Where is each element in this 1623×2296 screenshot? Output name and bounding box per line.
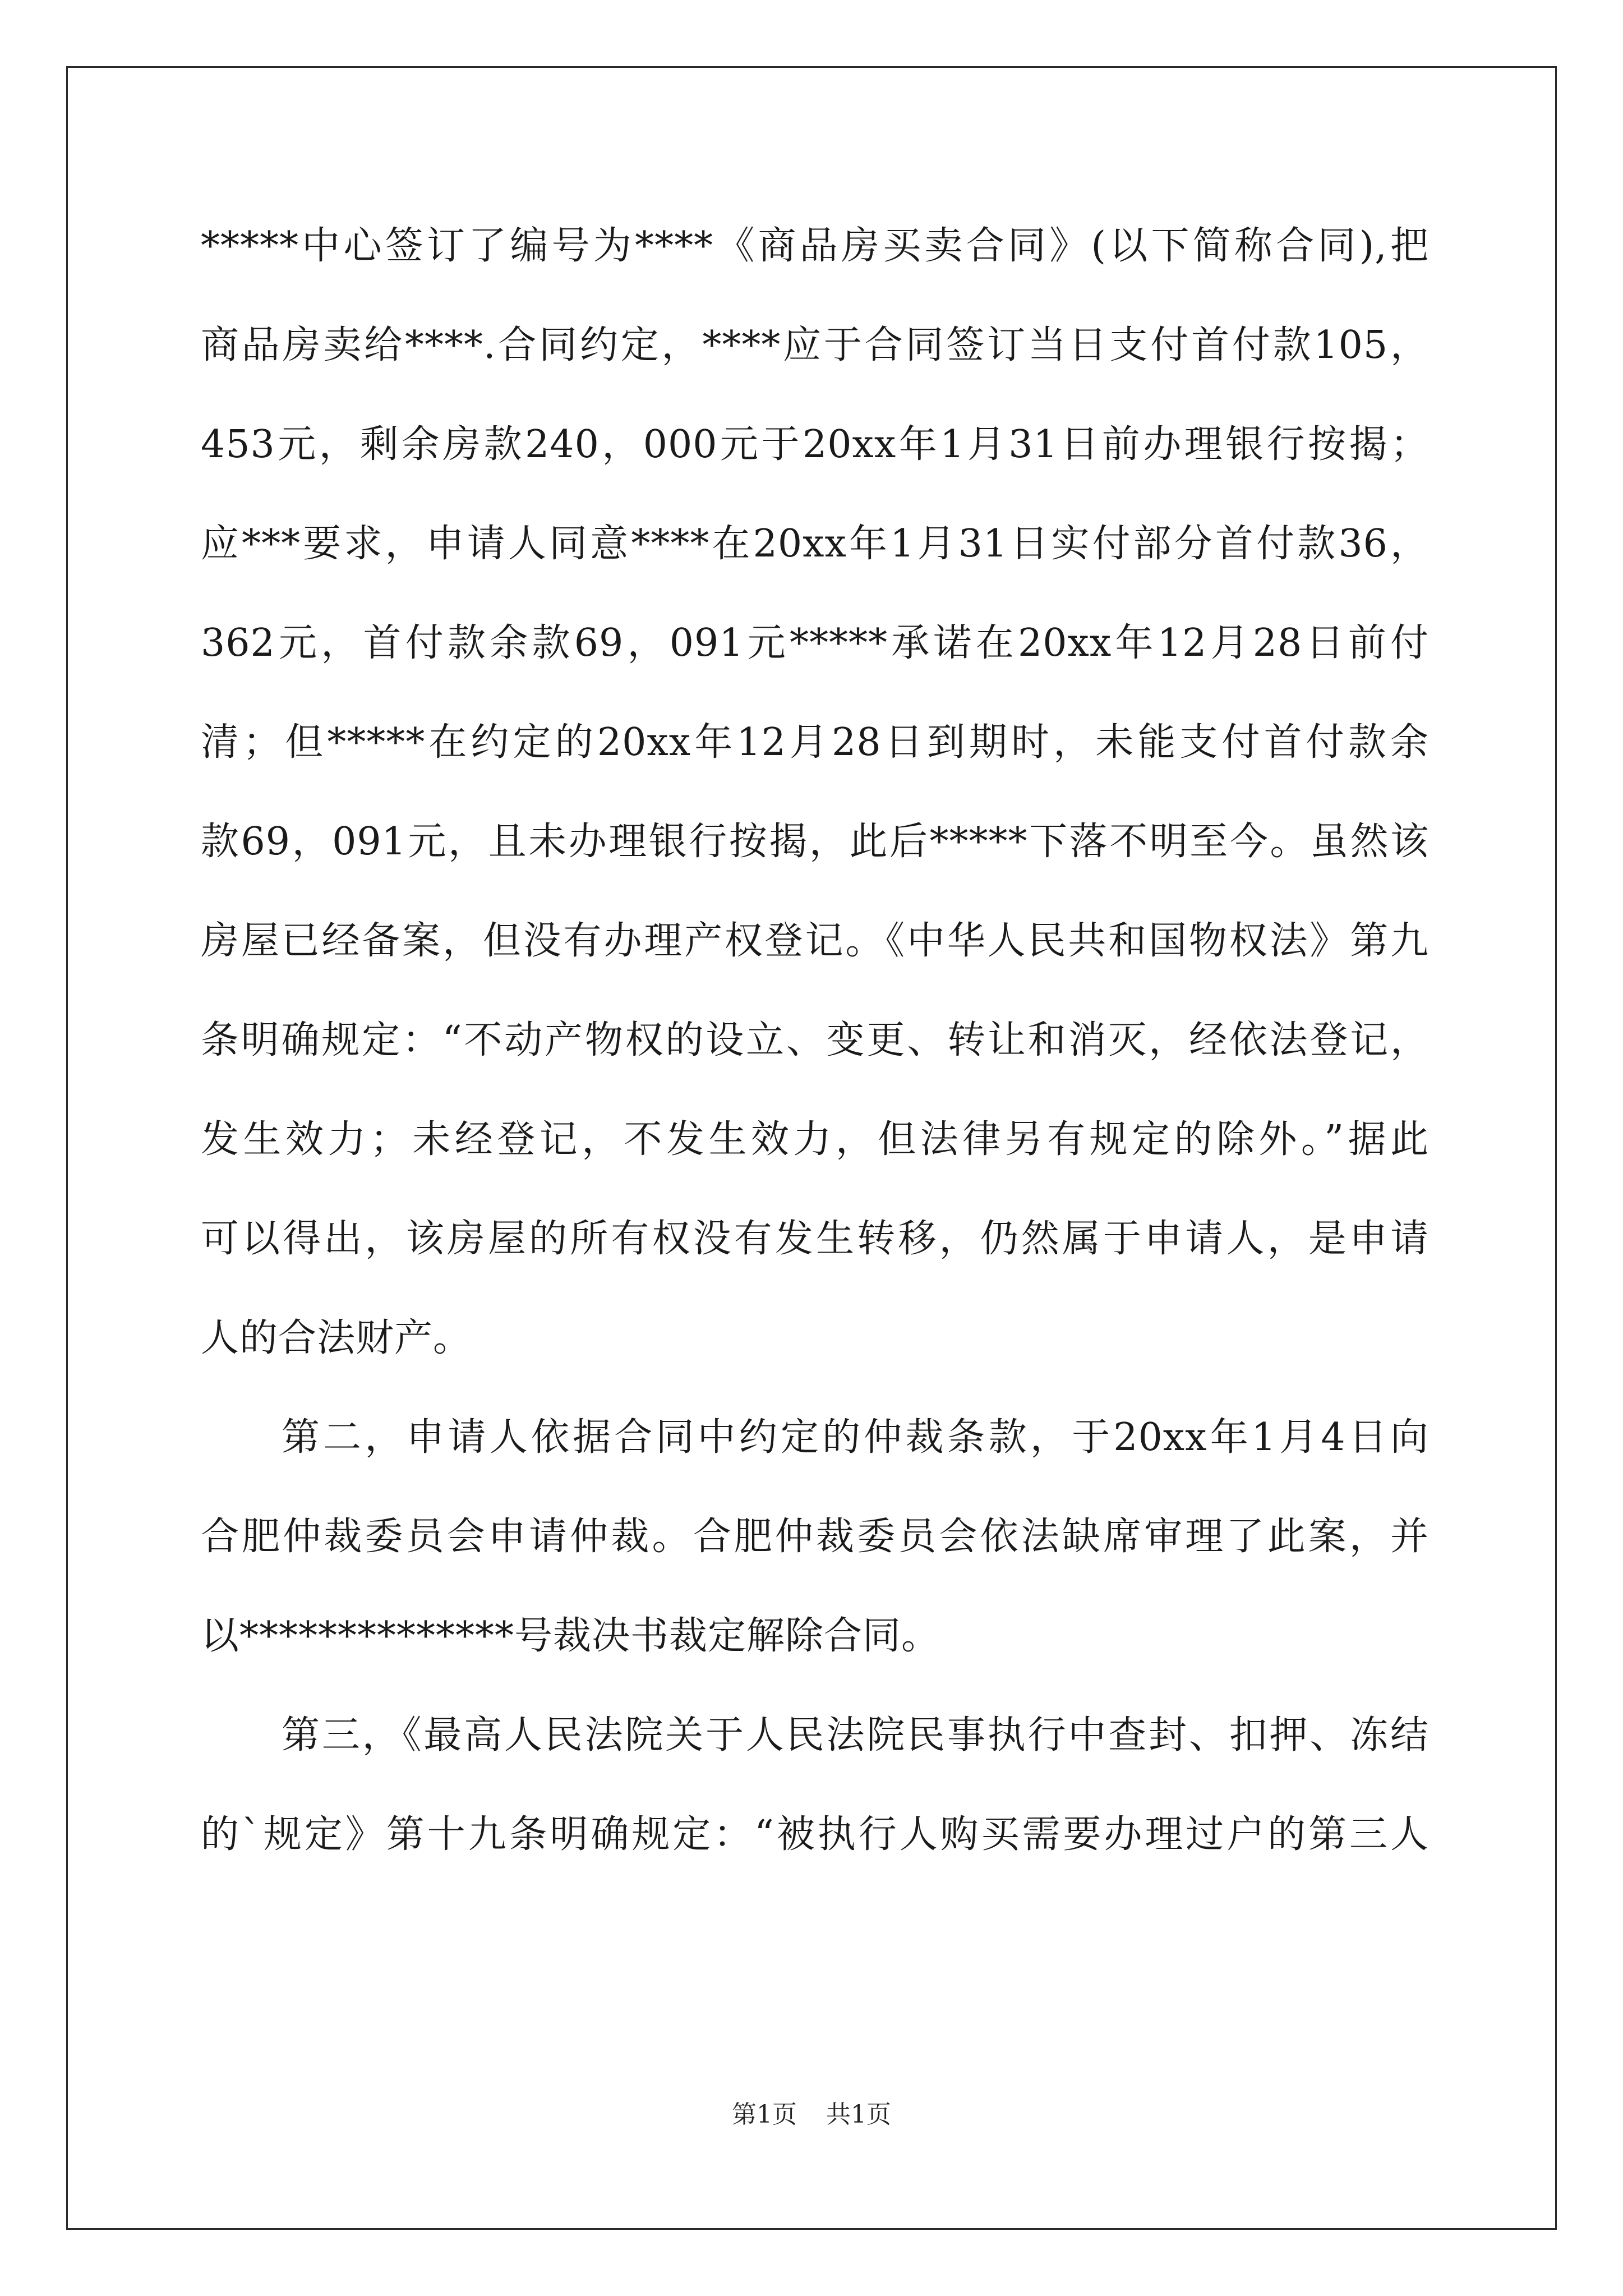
text-line: 可以得出，该房屋的所有权没有发生转移，仍然属于申请人，是申请 (201, 1217, 1429, 1261)
text-line: 362元，首付款余款69，091元*****承诺在20xx年12月28日前付 (201, 621, 1429, 665)
text-line: 第二，申请人依据合同中约定的仲裁条款，于20xx年1月4日向 (282, 1415, 1429, 1460)
page-total: 共1页 (826, 2100, 891, 2129)
text-line: 的`规定》第十九条明确规定：“被执行人购买需要办理过户的第三人 (201, 1812, 1429, 1857)
text-line: 发生效力；未经登记，不发生效力，但法律另有规定的除外。”据此 (201, 1117, 1429, 1162)
text-line: 人的合法财产。 (201, 1316, 472, 1360)
page-footer (0, 2098, 1623, 2132)
document-body (201, 196, 1429, 1884)
text-line: 房屋已经备案，但没有办理产权登记。《中华人民共和国物权法》第九 (201, 919, 1429, 963)
text-line: 清；但*****在约定的20xx年12月28日到期时，未能支付首付款余 (201, 720, 1429, 765)
text-line: 以**************号裁决书裁定解除合同。 (201, 1614, 940, 1658)
text-line: 应***要求，申请人同意****在20xx年1月31日实付部分首付款36， (201, 522, 1429, 566)
page-number: 第1页 (732, 2100, 797, 2129)
text-line: 条明确规定：“不动产物权的设立、变更、转让和消灭，经依法登记， (201, 1018, 1429, 1062)
text-line: *****中心签订了编号为****《商品房买卖合同》(以下简称合同),把 (201, 224, 1429, 268)
text-line: 453元，剩余房款240，000元于20xx年1月31日前办理银行按揭； (201, 422, 1429, 467)
text-line: 第三，《最高人民法院关于人民法院民事执行中查封、扣押、冻结 (282, 1713, 1429, 1757)
text-line: 合肥仲裁委员会申请仲裁。合肥仲裁委员会依法缺席审理了此案，并 (201, 1515, 1429, 1559)
text-line: 商品房卖给****.合同约定，****应于合同签订当日支付首付款105， (201, 323, 1429, 367)
text-line: 款69，091元，且未办理银行按揭，此后*****下落不明至今。虽然该 (201, 820, 1429, 864)
